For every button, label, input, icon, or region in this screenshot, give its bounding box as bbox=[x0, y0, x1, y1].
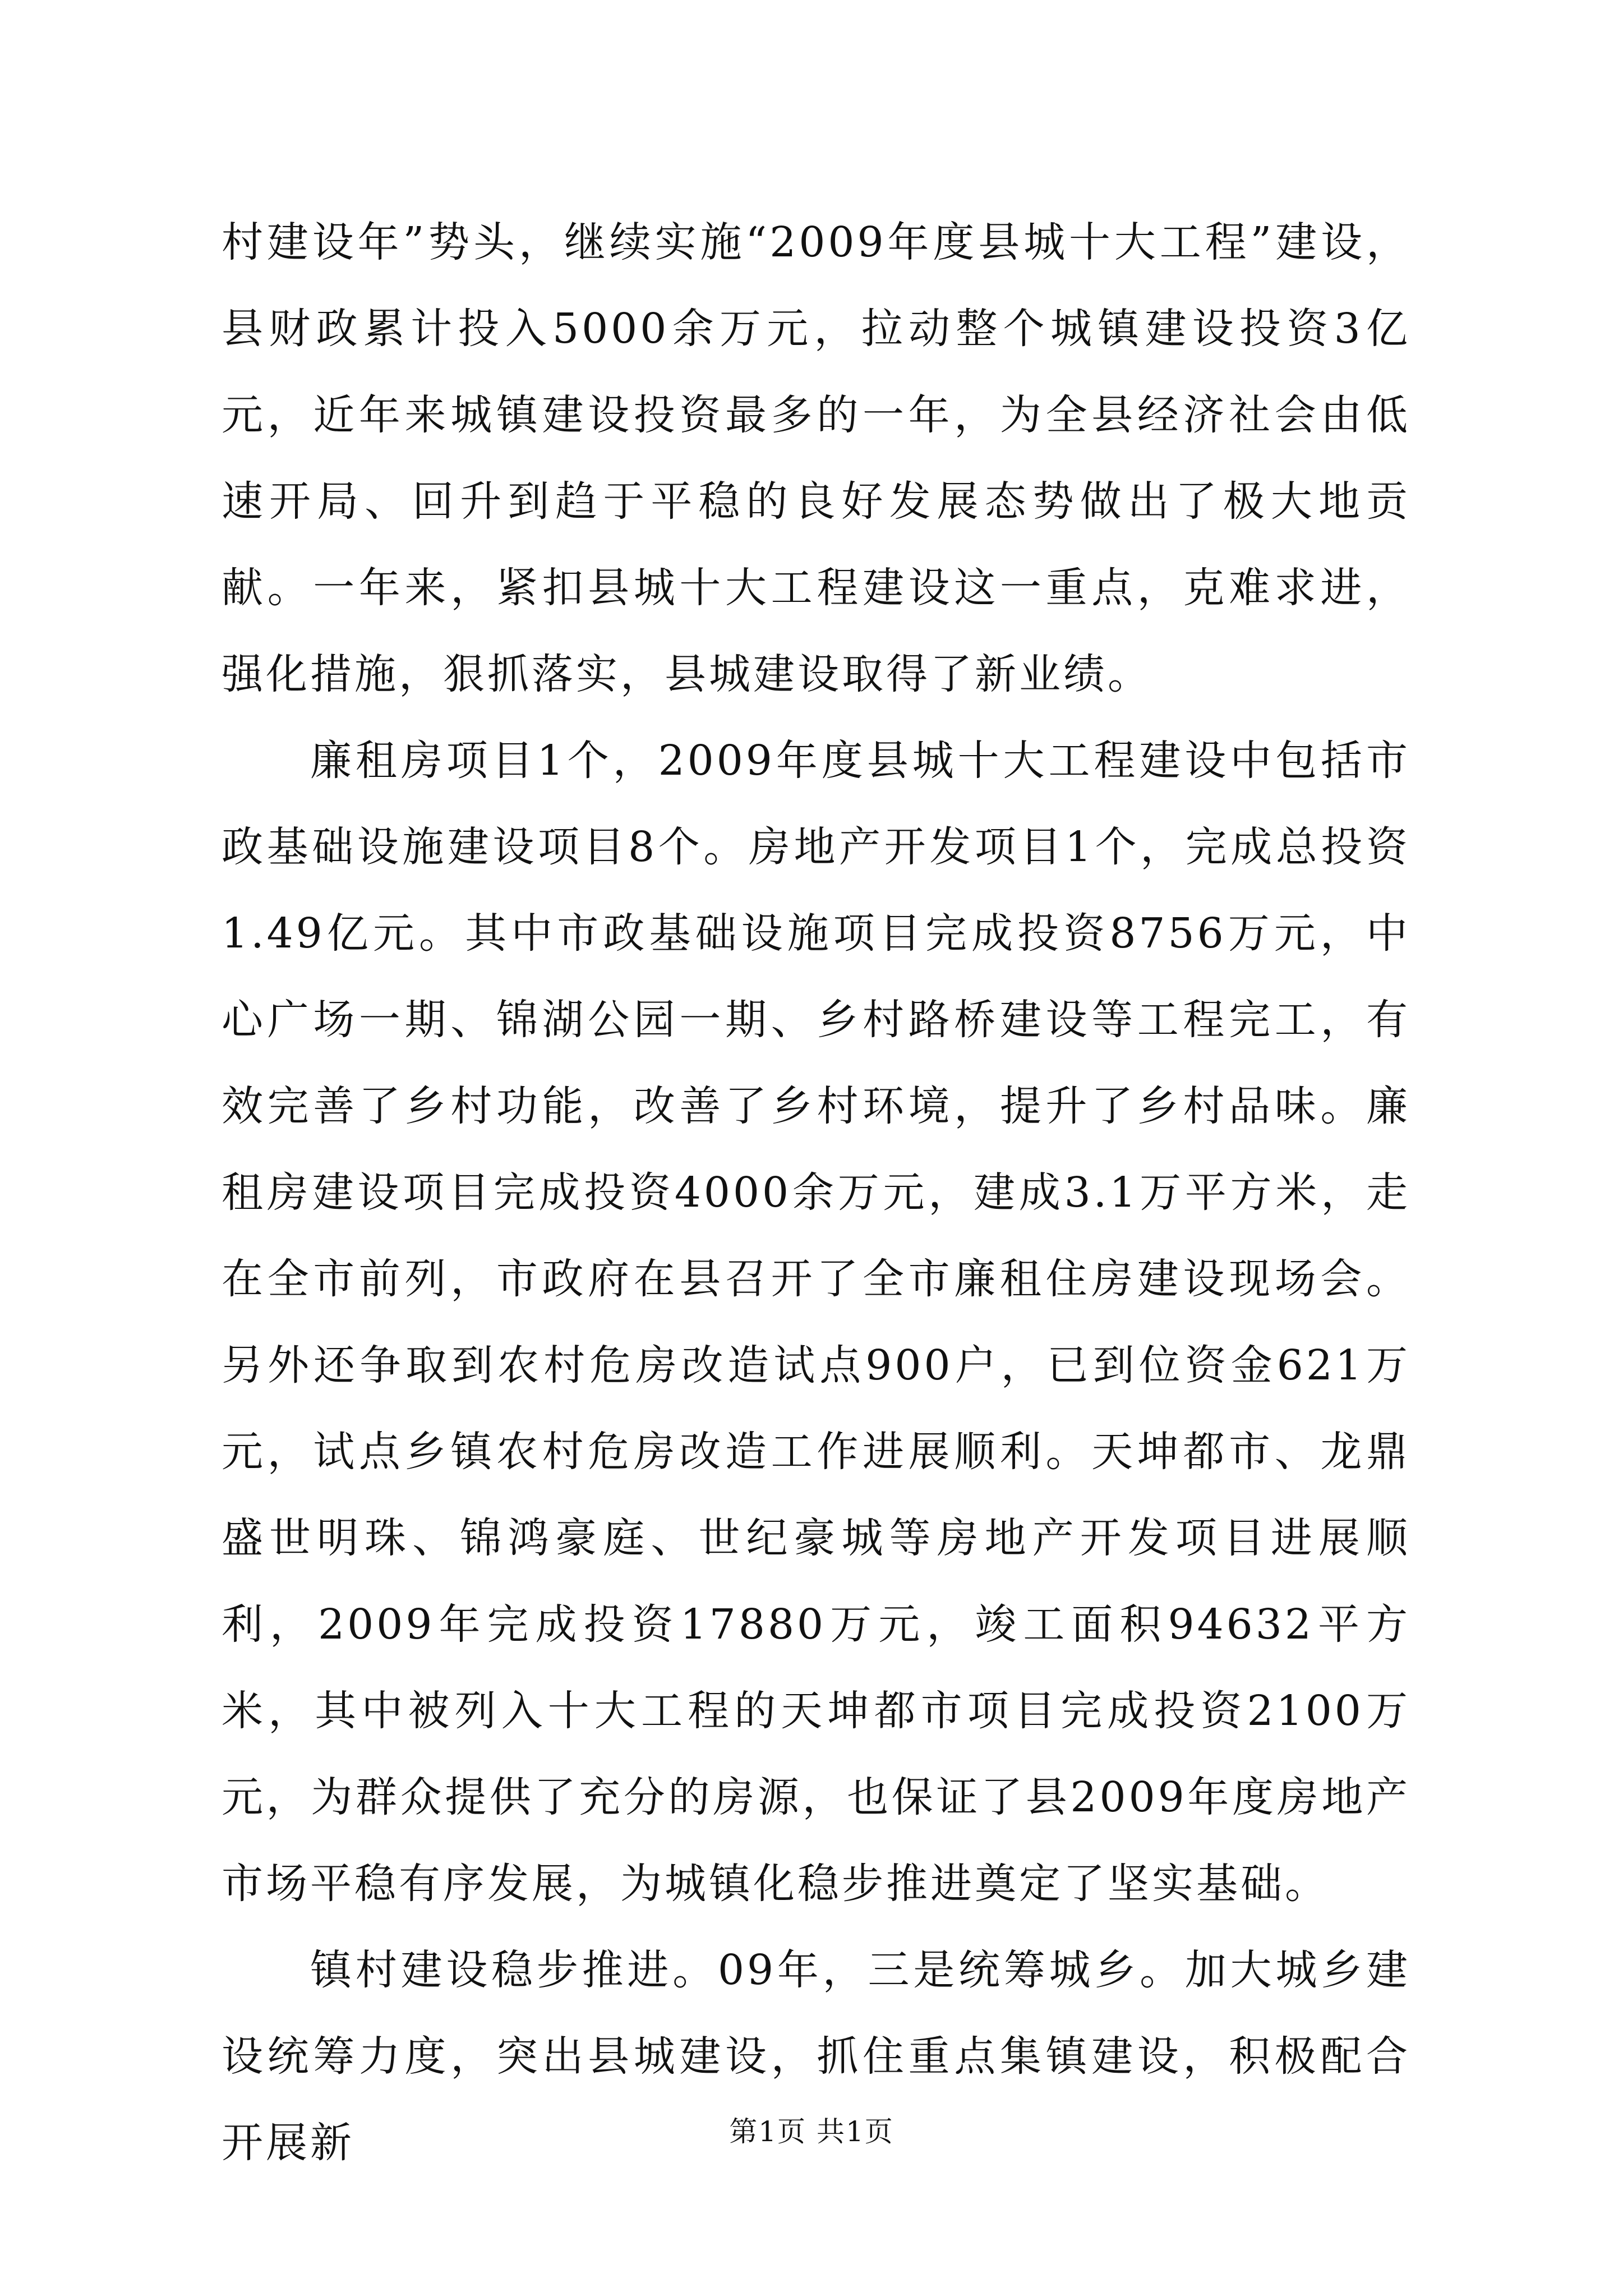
paragraph-2: 廉租房项目1个，2009年度县城十大工程建设中包括市政基础设施建设项目8个。房地产开发项目1个，完成总投资1.49亿元。其中市政基础设施项目完成投资8756万元，中心广场一期、锦湖公园一期、乡村路桥建设等工程完工，有效完善了乡村功能，改善了乡村环境，提升了乡村品味。廉租房建设项目完成投资4000余万元，建成3.1万平方米，走在全市前列，市政府在县召开了全市廉租住房建设现场会。另外还争取到农村危房改造试点900户，已到位资金621万元，试点乡镇农村危房改造工作进展顺利。天坤都市、龙鼎盛世明珠、锦鸿豪庭、世纪豪城等房地产开发项目进展顺利，2009年完成投资17880万元，竣工面积94632平方米，其中被列入十大工程的天坤都市项目完成投资2100万元，为群众提供了充分的房源，也保证了县2009年度房地产市场平稳有序发展，为城镇化稳步推进奠定了坚实基础。 bbox=[222, 737, 1410, 1908]
paragraph-3: 镇村建设稳步推进。09年，三是统筹城乡。加大城乡建设统筹力度，突出县城建设，抓住重点集镇建设，积极配合开展新 bbox=[222, 1946, 1410, 2167]
document-body bbox=[222, 199, 1410, 2186]
paragraph-1: 村建设年”势头，继续实施“2009年度县城十大工程”建设，县财政累计投入5000余万元，拉动整个城镇建设投资3亿元，近年来城镇建设投资最多的一年，为全县经济社会由低速开局、回升到趋于平稳的良好发展态势做出了极大地贡献。一年来，紧扣县城十大工程建设这一重点，克难求进，强化措施，狠抓落实，县城建设取得了新业绩。 bbox=[222, 218, 1410, 698]
page-footer: 第1页 共1页 bbox=[729, 2115, 894, 2148]
